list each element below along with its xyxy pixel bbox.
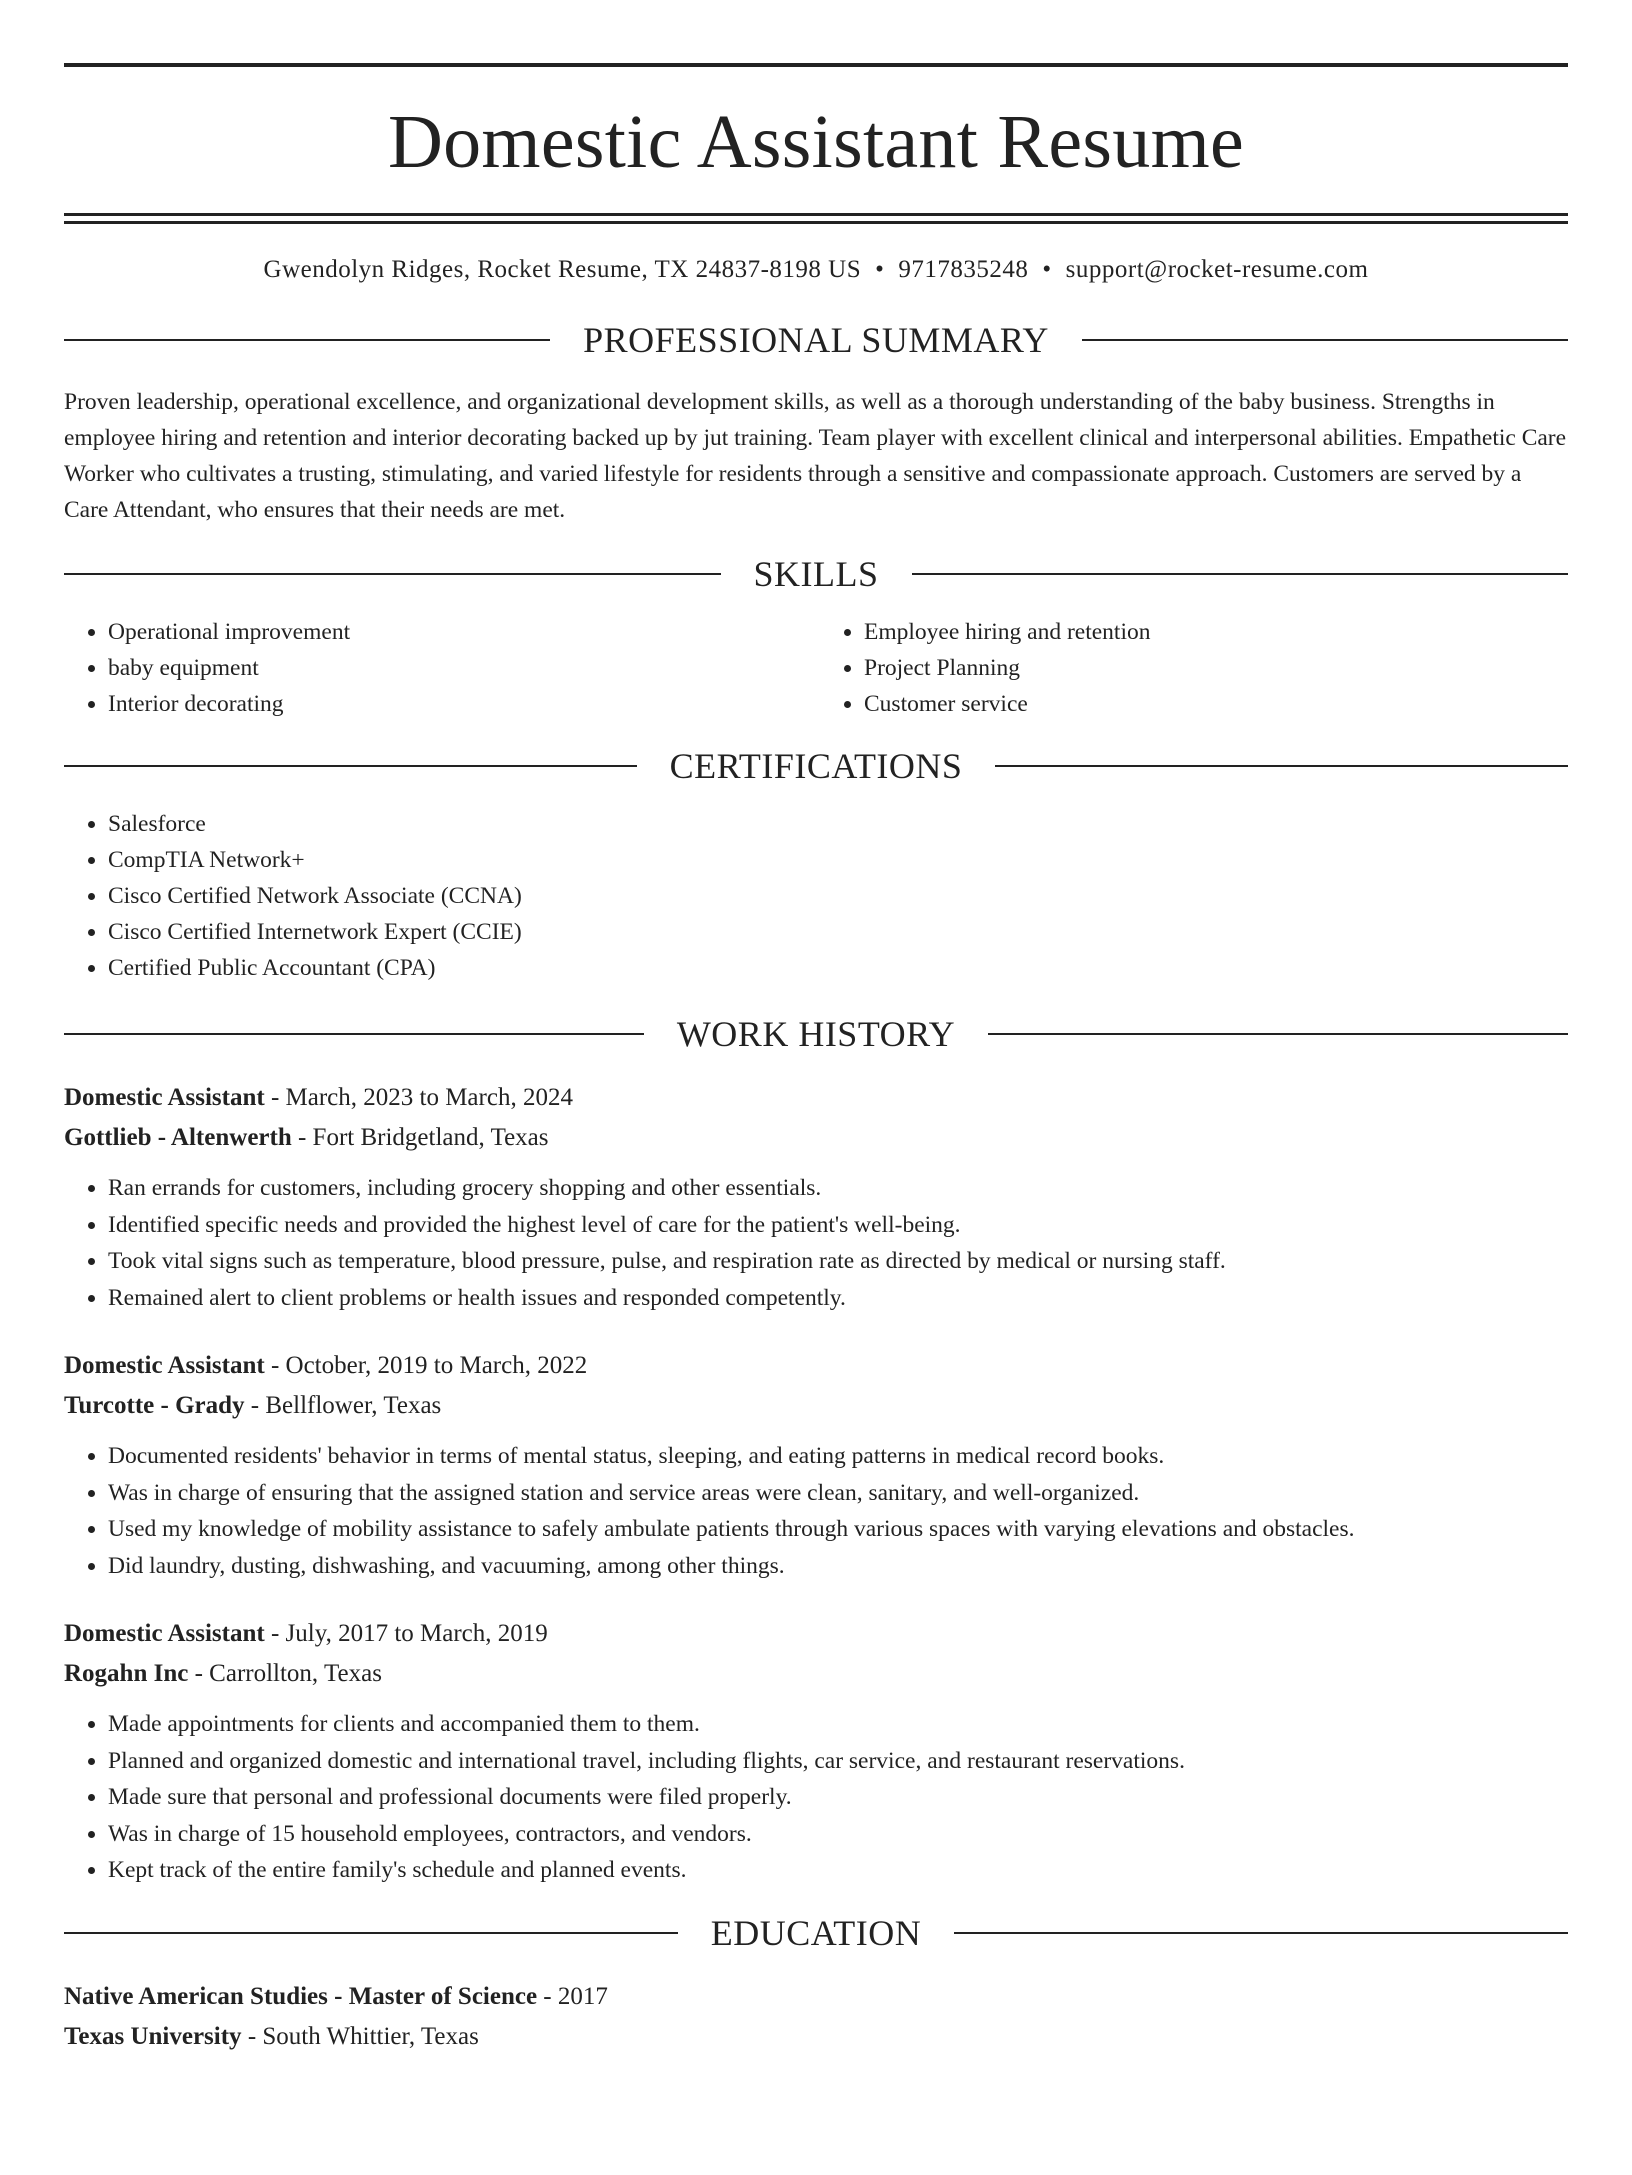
divider [64, 1033, 644, 1035]
job-title-line [64, 1346, 1568, 1386]
education-entry [64, 1977, 1568, 2057]
contact-address: Gwendolyn Ridges, Rocket Resume, TX 24837-8198 US [263, 256, 862, 283]
job-dates: - March, 2023 to March, 2024 [264, 1084, 573, 1111]
job-bullet: • Was in charge of 15 household employees, contractors, and vendors. [108, 1816, 1568, 1853]
resume-page [0, 63, 1632, 2175]
job-location: - Bellflower, Texas [244, 1392, 442, 1419]
divider [64, 1932, 678, 1934]
page-title: Domestic Assistant Resume [387, 100, 1245, 184]
work-heading: WORK HISTORY [676, 1014, 956, 1054]
divider [64, 765, 637, 767]
job-title-line [64, 1614, 1568, 1654]
certification-item: • Certified Public Accountant (CPA) [108, 950, 1568, 986]
job-bullet: • Took vital signs such as temperature, blood pressure, pulse, and respiration rate as directed by medical or nursing staff. [108, 1243, 1568, 1280]
job-entry [64, 1346, 1568, 1584]
divider [912, 573, 1569, 575]
job-company: Gottlieb - Altenwerth [64, 1124, 292, 1151]
divider [995, 765, 1568, 767]
certification-item: • CompTIA Network+ [108, 842, 1568, 878]
job-bullets [64, 1438, 1568, 1584]
contact-separator: • [1042, 256, 1052, 283]
job-bullet: • Kept track of the entire family's schedule and planned events. [108, 1852, 1568, 1889]
job-company-line [64, 1654, 1568, 1694]
divider [954, 1932, 1568, 1934]
divider [1082, 339, 1568, 341]
job-title: Domestic Assistant [64, 1084, 265, 1111]
job-title-line [64, 1078, 1568, 1118]
contact-line [64, 256, 1568, 284]
skills-column-right [812, 614, 1568, 722]
certifications-heading-row [64, 748, 1568, 784]
work-heading-row [64, 1016, 1568, 1052]
contact-separator: • [875, 256, 885, 283]
education-school-line [64, 2017, 1568, 2057]
certifications-heading: CERTIFICATIONS [669, 746, 963, 786]
skills-column-left [64, 614, 812, 722]
job-bullet: • Remained alert to client problems or health issues and responded competently. [108, 1280, 1568, 1317]
education-degree: Native American Studies - Master of Science [64, 1982, 538, 2010]
education-heading: EDUCATION [710, 1912, 922, 1953]
title-double-rule [64, 213, 1568, 224]
education-degree-line [64, 1977, 1568, 2017]
skill-item: • baby equipment [108, 650, 812, 686]
skills-heading: SKILLS [753, 554, 879, 594]
job-dates: - July, 2017 to March, 2019 [264, 1620, 548, 1647]
certification-item: • Cisco Certified Internetwork Expert (CCIE) [108, 914, 1568, 950]
job-company: Turcotte - Grady [64, 1392, 245, 1419]
divider [64, 339, 550, 341]
skills-heading-row [64, 556, 1568, 592]
job-title: Domestic Assistant [64, 1352, 265, 1379]
job-bullet: • Made sure that personal and professional documents were filed properly. [108, 1779, 1568, 1816]
job-bullet: • Identified specific needs and provided the highest level of care for the patient's well-being. [108, 1207, 1568, 1244]
skill-item: • Interior decorating [108, 686, 812, 722]
job-bullets [64, 1706, 1568, 1889]
summary-heading-row [64, 322, 1568, 358]
job-bullet: • Ran errands for customers, including grocery shopping and other essentials. [108, 1170, 1568, 1207]
summary-text: Proven leadership, operational excellence, and organizational development skills, as well as a thorough understanding of the baby business. Strengths in employee hiring and retention and interior decorating backed up by jut training. Team player with excellent clinical and interpersonal abilities. Empathetic Care Worker who cultivates a trusting, stimulating, and varied lifestyle for residents through a sensitive and compassionate approach. Customers are served by a Care Attendant, who ensures that their needs are met. [64, 389, 1567, 523]
certifications-list [64, 806, 1568, 986]
job-bullet: • Used my knowledge of mobility assistance to safely ambulate patients through various spaces with varying elevations and obstacles. [108, 1511, 1568, 1548]
job-title: Domestic Assistant [64, 1620, 265, 1647]
skill-item: • Operational improvement [108, 614, 812, 650]
job-bullet: • Documented residents' behavior in terms of mental status, sleeping, and eating patterns in medical record books. [108, 1438, 1568, 1475]
job-location: - Carrollton, Texas [188, 1660, 382, 1687]
education-year: - 2017 [537, 1982, 608, 2010]
top-rule [64, 63, 1568, 67]
certification-item: • Salesforce [108, 806, 1568, 842]
divider [64, 573, 721, 575]
divider [988, 1033, 1568, 1035]
job-location: - Fort Bridgetland, Texas [291, 1124, 549, 1151]
summary-heading: PROFESSIONAL SUMMARY [583, 320, 1049, 360]
job-company: Rogahn Inc [64, 1660, 189, 1687]
job-bullet: • Was in charge of ensuring that the assigned station and service areas were clean, sanitary, and well-organized. [108, 1475, 1568, 1512]
education-location: - South Whittier, Texas [241, 2022, 479, 2050]
skill-item: • Employee hiring and retention [864, 614, 1568, 650]
job-bullets [64, 1170, 1568, 1316]
education-heading-row [64, 1912, 1568, 1953]
job-bullet: • Planned and organized domestic and international travel, including flights, car service, and restaurant reservations. [108, 1743, 1568, 1780]
certification-item: • Cisco Certified Network Associate (CCNA) [108, 878, 1568, 914]
job-entry [64, 1614, 1568, 1889]
contact-email: support@rocket-resume.com [1065, 256, 1369, 283]
contact-phone: 9717835248 [898, 256, 1029, 283]
job-entry [64, 1078, 1568, 1316]
job-dates: - October, 2019 to March, 2022 [264, 1352, 588, 1379]
job-bullet: • Made appointments for clients and accompanied them to them. [108, 1706, 1568, 1743]
skill-item: • Project Planning [864, 650, 1568, 686]
job-company-line [64, 1386, 1568, 1426]
education-school: Texas University [64, 2022, 242, 2050]
skill-item: • Customer service [864, 686, 1568, 722]
skills-list [64, 614, 1568, 722]
job-company-line [64, 1118, 1568, 1158]
job-bullet: • Did laundry, dusting, dishwashing, and vacuuming, among other things. [108, 1548, 1568, 1585]
